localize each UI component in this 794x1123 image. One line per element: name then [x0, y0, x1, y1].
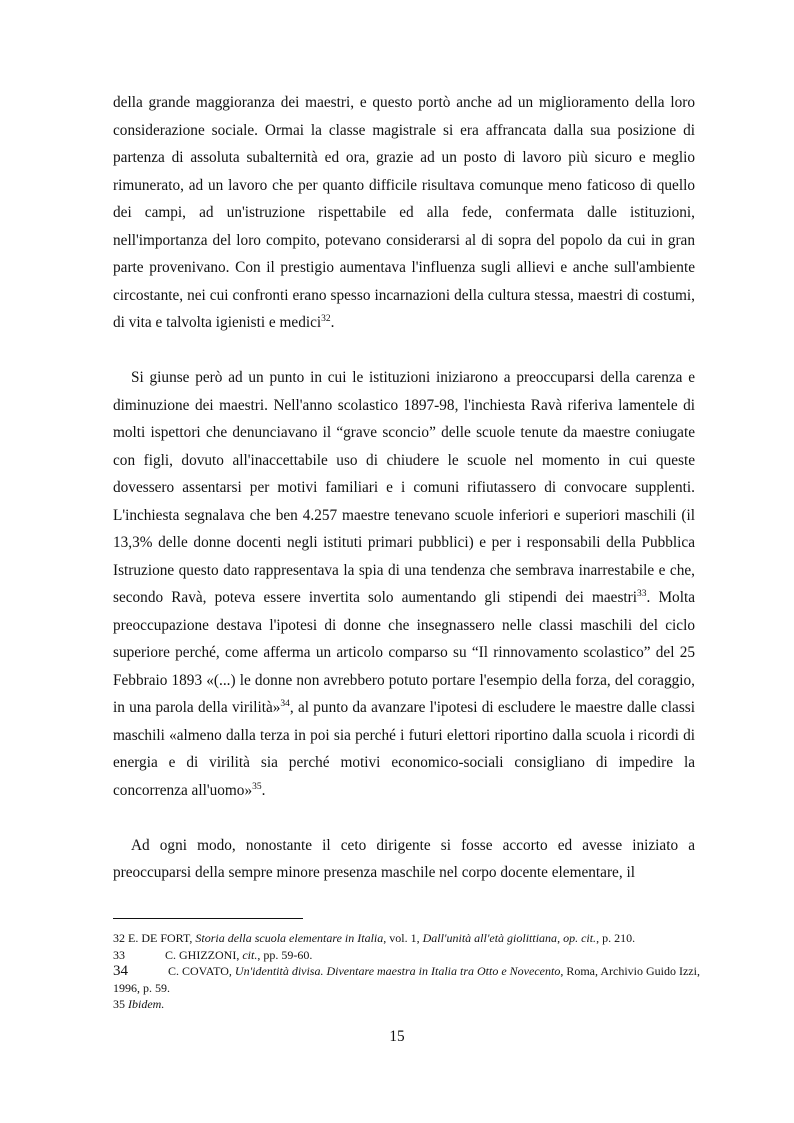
italic-title: Dall'unità all'età giolittiana: [422, 931, 558, 945]
footnote-number: 33: [113, 947, 125, 962]
text-run: C. GHIZZONI,: [165, 947, 243, 962]
footnote-34: [113, 963, 703, 996]
footnote-reference: 32: [321, 314, 331, 324]
body-text: [113, 89, 695, 887]
text-run: .: [261, 781, 266, 799]
text-run: ,: [557, 931, 564, 945]
footnotes: [113, 930, 703, 1013]
text-run: , Roma, Archivio Guido Izzi, 1996, p. 59.: [113, 964, 700, 995]
text-run: .: [330, 314, 335, 331]
text-run: , vol. 1,: [383, 931, 423, 945]
footnote-number: 35: [113, 997, 125, 1011]
italic-title: Ibidem.: [128, 997, 165, 1011]
text-run: C. COVATO,: [168, 964, 235, 978]
footnote-reference: 34: [280, 699, 290, 709]
text-run: Ad ogni modo, nonostante il ceto dirigente si fosse accorto ed avesse iniziato a preoccuparsi della sempre minore presenza maschile nel corpo docente elementare, il: [113, 836, 695, 881]
footnote-32: [113, 930, 703, 947]
text-run: . Molta preoccupazione destava l'ipotesi di donne che insegnassero nelle classi maschili del ciclo superiore perché, come afferma un articolo comparso su “Il rinnovamento scolastico” del 25 Febbraio 1893 «(...) le donne non avrebbero potuto portare l'esempio della forza, del coraggio, in una parola della virilità»: [113, 589, 695, 716]
text-run: , p. 210.: [596, 931, 636, 945]
italic-title: cit.: [242, 947, 258, 962]
text-run: della grande maggioranza dei maestri, e questo portò anche ad un miglioramento della loro considerazione sociale. Ormai la classe magistrale si era affrancata dalla sua posizione di partenza di assoluta subalternità ed ora, grazie ad un posto di lavoro più sicuro e meglio rimunerato, ad un lavoro che per quanto difficile risultava comunque meno faticoso di quello dei campi, ad un'istruzione rispettabile ed alla fede, confermata dalle istituzioni, nell'importanza del loro compito, potevano considerarsi al di sopra del popolo da cui in gran parte provenivano. Con il prestigio aumentava l'influenza sugli allievi e anche sull'ambiente circostante, nei cui confronti erano spesso incarnazioni della cultura stessa, maestri di costumi, di vita e talvolta igienisti e medici: [113, 94, 695, 331]
footnote-35: [113, 996, 703, 1013]
text-run: E. DE FORT,: [125, 931, 196, 945]
footnote-reference: 35: [252, 781, 262, 792]
body-paragraph: [113, 832, 695, 887]
footnote-number: 32: [113, 931, 125, 945]
body-paragraph: [113, 364, 695, 804]
footnote-number: 34: [113, 963, 128, 979]
text-run: Si giunse però ad un punto in cui le istituzioni iniziarono a preoccuparsi della carenza e diminuzione dei maestri. Nell'anno scolastico 1897-98, l'inchiesta Ravà riferiva lamentele di molti ispettori che denunciavano il “grave sconcio” delle scuole tenute da maestre coniugate con figli, dovuto all'inaccettabile uso di chiudere le scuole nel momento in cui queste dovessero assentarsi per motivi familiari e i comuni rifiutassero di convocare supplenti. L'inchiesta segnalava che ben 4.257 maestre tenevano scuole inferiori e superiori maschili (il 13,3% delle donne docenti negli istituti primari pubblici) e per i responsabili della Pubblica Istruzione questo dato rappresentava la spia di una tendenza che sembrava inarrestabile e che, secondo Ravà, poteva essere invertita solo aumentando gli stipendi dei maestri: [113, 369, 695, 606]
body-paragraph: [113, 89, 695, 337]
italic-title: Un'identità divisa. Diventare maestra in Italia tra Otto e Novecento: [234, 964, 561, 978]
footnote-reference: 33: [637, 589, 647, 599]
page-number: 15: [389, 1028, 405, 1045]
text-run: , al punto da avanzare l'ipotesi di escludere le maestre dalle classi maschili «almeno dalla terza in poi sia perché i futuri elettori riportino dalla scuola i ricordi di energia e di virilità sia perché motivi economico-sociali consigliano di impedire la concorrenza all'uomo»: [113, 699, 695, 799]
footnote-separator: [113, 918, 303, 919]
footnote-33: [113, 947, 703, 964]
italic-title: op. cit.: [563, 931, 597, 945]
italic-title: Storia della scuola elementare in Italia: [195, 931, 384, 945]
text-run: , pp. 59-60.: [257, 947, 313, 962]
